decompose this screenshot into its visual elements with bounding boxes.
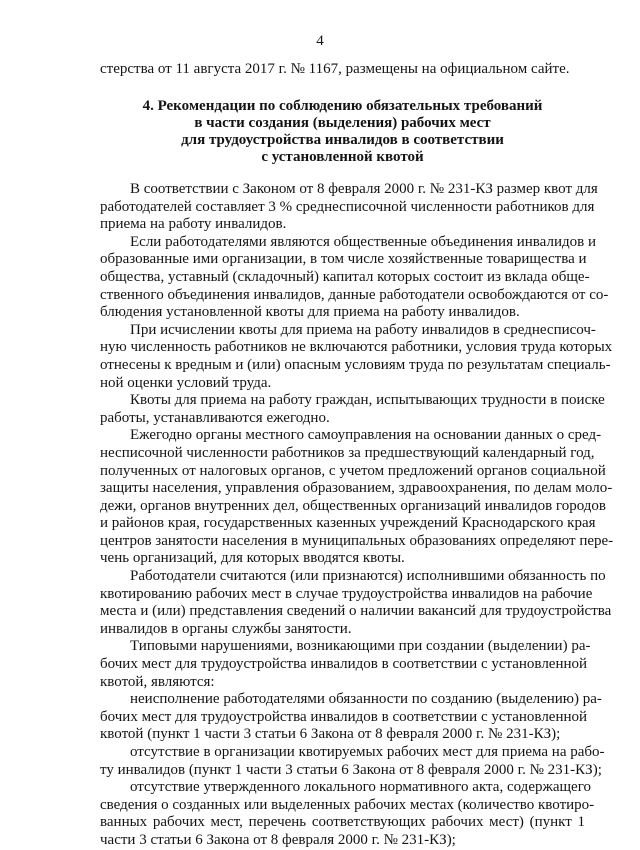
document-body <box>100 181 614 850</box>
text-line: несписочной численности работников за предшествующий календарный год, <box>100 444 595 461</box>
text-line: бочих мест для трудоустройства инвалидов в соответствии с установленной <box>100 656 588 673</box>
paragraph <box>100 638 591 691</box>
paragraph <box>100 181 598 234</box>
text-line: квотой (пункт 1 части 3 статьи 6 Закона от 8 февраля 2000 г. № 231-КЗ); <box>100 726 561 743</box>
text-line: отсутствие в организации квотируемых рабочих мест для приема на рабо- <box>130 744 605 760</box>
text-line: приема на работу инвалидов. <box>100 216 287 233</box>
text-line: чень организаций, для которых вводятся квоты. <box>100 550 405 567</box>
paragraph <box>100 568 612 638</box>
text-line: Квоты для приема на работу граждан, испытывающих трудности в поиске <box>130 392 605 409</box>
heading-line: с установленной квотой <box>261 149 424 165</box>
text-line: бочих мест для трудоустройства инвалидов в соответствии с установленной <box>100 708 588 725</box>
text-line: полученных от налоговых органов, с учетом предложений органов социальной <box>100 462 606 479</box>
text-line: отнесены к вредным и (или) опасным условиям труда по результатам специаль- <box>100 356 611 373</box>
section-heading <box>100 98 585 166</box>
paragraph <box>100 779 595 849</box>
paragraph <box>100 321 613 392</box>
text-line: работодателей составляет 3 % среднесписочной численности работников для <box>100 198 595 215</box>
page-number: 4 <box>316 33 324 49</box>
text-line: и районов края, государственных казенных учреждений Краснодарского края <box>100 515 596 532</box>
paragraph <box>100 392 605 427</box>
text-line: инвалидов в органы службы занятости. <box>100 620 352 637</box>
text-line: Если работодателями являются общественные объединения инвалидов и <box>130 233 596 250</box>
continued-text-line: стерства от 11 августа 2017 г. № 1167, размещены на официальном сайте. <box>100 61 570 77</box>
text-line: неисполнение работодателями обязанности по созданию (выделению) ра- <box>130 691 602 708</box>
text-line: блюдения установленной квоты для приема на работу инвалидов. <box>100 304 520 321</box>
text-line: дежи, органов внутренних дел, общественных организаций инвалидов городов <box>100 497 606 514</box>
text-line: работы, устанавливаются ежегодно. <box>100 409 330 426</box>
text-line: центров занятости населения в муниципальных образованиях определяют пере- <box>100 532 614 549</box>
heading-line: для трудоустройства инвалидов в соответствии <box>181 132 504 148</box>
text-line: Работодатели считаются (или признаются) исполнившими обязанность по <box>130 568 606 585</box>
text-line: В соответствии с Законом от 8 февраля 2000 г. № 231-КЗ размер квот для <box>130 181 598 197</box>
text-line: ную численность работников не включаются работники, условия труда которых <box>100 339 613 356</box>
paragraph <box>100 744 605 779</box>
text-line: части 3 статьи 6 Закона от 8 февраля 2000 г. № 231-КЗ); <box>100 831 456 848</box>
paragraph <box>100 233 609 322</box>
text-line: отсутствие утвержденного локального нормативного акта, содержащего <box>130 779 591 796</box>
text-line: места и (или) представления сведений о наличии вакансий для трудоустройства <box>100 603 612 620</box>
text-line: Ежегодно органы местного самоуправления на основании данных о сред- <box>130 427 602 444</box>
paragraph <box>100 691 602 744</box>
text-line: общества, уставный (складочный) капитал которых состоит из вклада обще- <box>100 268 590 285</box>
text-line: ту инвалидов (пункт 1 части 3 статьи 6 Закона от 8 февраля 2000 г. № 231-КЗ); <box>100 761 602 778</box>
paragraph <box>100 427 614 568</box>
text-line: ственного объединения инвалидов, данные работодатели освобождаются от со- <box>100 286 609 303</box>
text-line: образованные ими организации, в том числе хозяйственные товарищества и <box>100 251 587 268</box>
text-line: Типовыми нарушениями, возникающими при создании (выделении) ра- <box>130 638 591 655</box>
text-line: ванных рабочих мест, перечень соответствующих рабочих мест) (пункт 1 <box>100 814 585 831</box>
text-line: квотированию рабочих мест в случае трудоустройства инвалидов на рабочие <box>100 585 593 602</box>
text-line: ной оценки условий труда. <box>100 374 272 391</box>
text-line: защиты населения, управления образованием, здравоохранения, по делам моло- <box>100 480 613 497</box>
heading-line: в части создания (выделения) рабочих мест <box>194 115 491 131</box>
text-line: При исчислении квоты для приема на работу инвалидов в среднесписоч- <box>130 321 596 338</box>
text-line: сведения о созданных или выделенных рабочих местах (количество квотиро- <box>100 796 595 813</box>
text-line: квотой, являются: <box>100 673 215 690</box>
heading-line: 4. Рекомендации по соблюдению обязательных требований <box>142 98 543 114</box>
